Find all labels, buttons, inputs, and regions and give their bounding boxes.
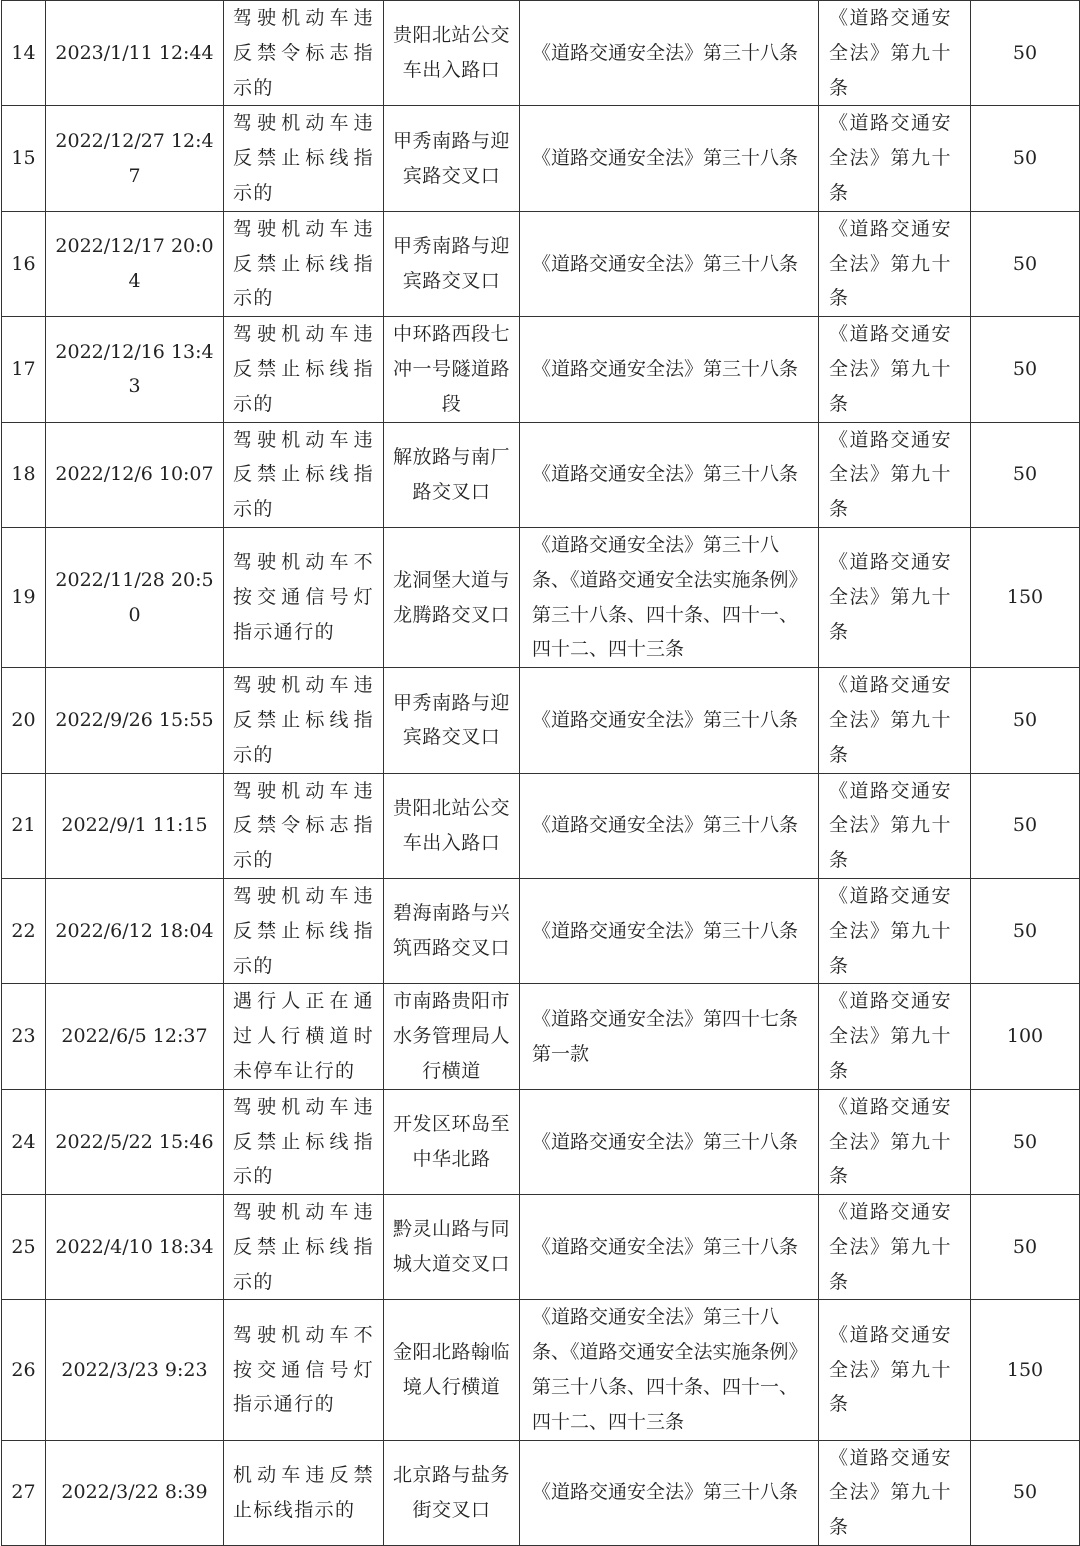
violation-table — [1, 0, 1080, 1546]
violation-location: 贵阳北站公交车出入路口 — [384, 1, 520, 106]
violated-law: 《道路交通安全法》第三十八条 — [520, 1195, 819, 1300]
table-row — [2, 1195, 1080, 1300]
violation-time: 2022/12/17 20:04 — [46, 211, 224, 316]
fine-amount: 50 — [971, 878, 1080, 983]
table-row — [2, 211, 1080, 316]
penalty-basis: 《道路交通安全法》第九十条 — [819, 1195, 971, 1300]
violation-location: 解放路与南厂路交叉口 — [384, 422, 520, 527]
row-number: 25 — [2, 1195, 46, 1300]
penalty-basis: 《道路交通安全法》第九十条 — [819, 773, 971, 878]
violation-location: 甲秀南路与迎宾路交叉口 — [384, 211, 520, 316]
fine-amount: 50 — [971, 422, 1080, 527]
row-number: 18 — [2, 422, 46, 527]
violated-law: 《道路交通安全法》第三十八条 — [520, 1089, 819, 1194]
table-row — [2, 984, 1080, 1089]
violation-description: 驾驶机动车不按交通信号灯指示通行的 — [224, 527, 384, 667]
row-number: 21 — [2, 773, 46, 878]
violation-location: 甲秀南路与迎宾路交叉口 — [384, 668, 520, 773]
violated-law: 《道路交通安全法》第三十八条、《道路交通安全法实施条例》第三十八条、四十条、四十一、四十二、四十三条 — [520, 1300, 819, 1440]
violation-description: 驾驶机动车违反禁令标志指示的 — [224, 1, 384, 106]
violation-time: 2022/3/23 9:23 — [46, 1300, 224, 1440]
violation-location: 碧海南路与兴筑西路交叉口 — [384, 878, 520, 983]
fine-amount: 50 — [971, 1195, 1080, 1300]
fine-amount: 50 — [971, 1089, 1080, 1194]
violation-location: 北京路与盐务街交叉口 — [384, 1440, 520, 1545]
violation-location: 市南路贵阳市水务管理局人行横道 — [384, 984, 520, 1089]
violated-law: 《道路交通安全法》第三十八条、《道路交通安全法实施条例》第三十八条、四十条、四十一、四十二、四十三条 — [520, 527, 819, 667]
violation-description: 驾驶机动车违反禁止标线指示的 — [224, 1195, 384, 1300]
fine-amount: 50 — [971, 317, 1080, 422]
row-number: 27 — [2, 1440, 46, 1545]
penalty-basis: 《道路交通安全法》第九十条 — [819, 1089, 971, 1194]
violation-description: 驾驶机动车违反禁止标线指示的 — [224, 668, 384, 773]
violation-time: 2022/5/22 15:46 — [46, 1089, 224, 1194]
violation-location: 开发区环岛至中华北路 — [384, 1089, 520, 1194]
row-number: 14 — [2, 1, 46, 106]
fine-amount: 50 — [971, 773, 1080, 878]
violated-law: 《道路交通安全法》第三十八条 — [520, 773, 819, 878]
penalty-basis: 《道路交通安全法》第九十条 — [819, 984, 971, 1089]
fine-amount: 50 — [971, 1, 1080, 106]
row-number: 26 — [2, 1300, 46, 1440]
table-row — [2, 1300, 1080, 1440]
fine-amount: 50 — [971, 211, 1080, 316]
violation-time: 2023/1/11 12:44 — [46, 1, 224, 106]
violation-location: 甲秀南路与迎宾路交叉口 — [384, 106, 520, 211]
violation-location: 贵阳北站公交车出入路口 — [384, 773, 520, 878]
fine-amount: 150 — [971, 1300, 1080, 1440]
violated-law: 《道路交通安全法》第三十八条 — [520, 317, 819, 422]
table-row — [2, 1, 1080, 106]
penalty-basis: 《道路交通安全法》第九十条 — [819, 317, 971, 422]
violated-law: 《道路交通安全法》第三十八条 — [520, 106, 819, 211]
table-row — [2, 1089, 1080, 1194]
fine-amount: 100 — [971, 984, 1080, 1089]
violation-location: 中环路西段七冲一号隧道路段 — [384, 317, 520, 422]
violation-time: 2022/3/22 8:39 — [46, 1440, 224, 1545]
violation-time: 2022/6/12 18:04 — [46, 878, 224, 983]
violation-time: 2022/4/10 18:34 — [46, 1195, 224, 1300]
violated-law: 《道路交通安全法》第三十八条 — [520, 422, 819, 527]
penalty-basis: 《道路交通安全法》第九十条 — [819, 1440, 971, 1545]
table-row — [2, 668, 1080, 773]
violation-location: 金阳北路翰临境人行横道 — [384, 1300, 520, 1440]
table-row — [2, 527, 1080, 667]
violation-time: 2022/6/5 12:37 — [46, 984, 224, 1089]
violation-location: 黔灵山路与同城大道交叉口 — [384, 1195, 520, 1300]
penalty-basis: 《道路交通安全法》第九十条 — [819, 106, 971, 211]
violation-description: 驾驶机动车违反禁止标线指示的 — [224, 317, 384, 422]
violated-law: 《道路交通安全法》第三十八条 — [520, 1440, 819, 1545]
penalty-basis: 《道路交通安全法》第九十条 — [819, 1300, 971, 1440]
violation-time: 2022/11/28 20:50 — [46, 527, 224, 667]
fine-amount: 50 — [971, 106, 1080, 211]
penalty-basis: 《道路交通安全法》第九十条 — [819, 422, 971, 527]
violated-law: 《道路交通安全法》第四十七条第一款 — [520, 984, 819, 1089]
row-number: 17 — [2, 317, 46, 422]
row-number: 20 — [2, 668, 46, 773]
violation-description: 驾驶机动车违反禁止标线指示的 — [224, 878, 384, 983]
violated-law: 《道路交通安全法》第三十八条 — [520, 211, 819, 316]
violation-description: 遇行人正在通过人行横道时未停车让行的 — [224, 984, 384, 1089]
fine-amount: 150 — [971, 527, 1080, 667]
penalty-basis: 《道路交通安全法》第九十条 — [819, 878, 971, 983]
violation-time: 2022/12/6 10:07 — [46, 422, 224, 527]
penalty-basis: 《道路交通安全法》第九十条 — [819, 211, 971, 316]
violation-description: 驾驶机动车违反禁令标志指示的 — [224, 773, 384, 878]
violation-description: 驾驶机动车违反禁止标线指示的 — [224, 211, 384, 316]
violation-description: 驾驶机动车不按交通信号灯指示通行的 — [224, 1300, 384, 1440]
table-row — [2, 773, 1080, 878]
violation-time: 2022/12/27 12:47 — [46, 106, 224, 211]
row-number: 23 — [2, 984, 46, 1089]
violation-time: 2022/12/16 13:43 — [46, 317, 224, 422]
table-row — [2, 1440, 1080, 1545]
table-row — [2, 317, 1080, 422]
penalty-basis: 《道路交通安全法》第九十条 — [819, 668, 971, 773]
violation-description: 机动车违反禁止标线指示的 — [224, 1440, 384, 1545]
violation-description: 驾驶机动车违反禁止标线指示的 — [224, 422, 384, 527]
table-row — [2, 422, 1080, 527]
violated-law: 《道路交通安全法》第三十八条 — [520, 668, 819, 773]
fine-amount: 50 — [971, 668, 1080, 773]
violation-location: 龙洞堡大道与龙腾路交叉口 — [384, 527, 520, 667]
violation-description: 驾驶机动车违反禁止标线指示的 — [224, 1089, 384, 1194]
row-number: 19 — [2, 527, 46, 667]
penalty-basis: 《道路交通安全法》第九十条 — [819, 1, 971, 106]
violation-time: 2022/9/26 15:55 — [46, 668, 224, 773]
fine-amount: 50 — [971, 1440, 1080, 1545]
row-number: 22 — [2, 878, 46, 983]
table-row — [2, 106, 1080, 211]
penalty-basis: 《道路交通安全法》第九十条 — [819, 527, 971, 667]
violation-time: 2022/9/1 11:15 — [46, 773, 224, 878]
row-number: 15 — [2, 106, 46, 211]
violation-description: 驾驶机动车违反禁止标线指示的 — [224, 106, 384, 211]
table-row — [2, 878, 1080, 983]
row-number: 24 — [2, 1089, 46, 1194]
violated-law: 《道路交通安全法》第三十八条 — [520, 1, 819, 106]
violated-law: 《道路交通安全法》第三十八条 — [520, 878, 819, 983]
row-number: 16 — [2, 211, 46, 316]
